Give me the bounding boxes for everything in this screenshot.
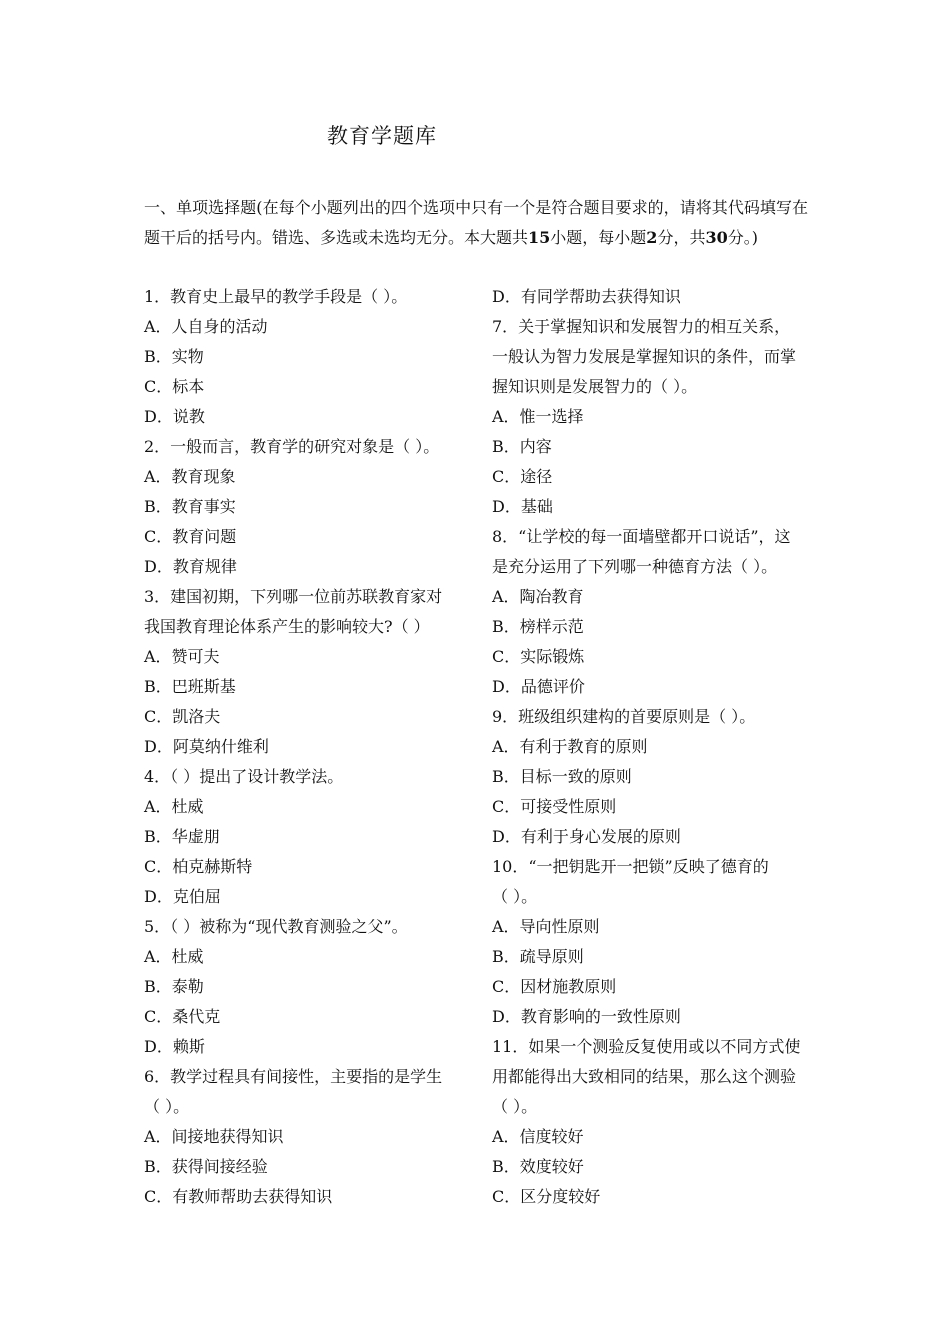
- answer-option: D．说教: [144, 407, 205, 426]
- answer-option: C．区分度较好: [492, 1187, 601, 1206]
- instructions-text-4: 分。): [727, 228, 758, 247]
- question-line: 用都能得出大致相同的结果，那么这个测验: [492, 1067, 797, 1086]
- answer-option: B．实物: [144, 347, 204, 366]
- answer-option: A．赞可夫: [144, 647, 220, 666]
- answer-option: D．有同学帮助去获得知识: [492, 287, 681, 306]
- question-line: （ ）。: [492, 887, 538, 906]
- answer-option: C．可接受性原则: [492, 797, 617, 816]
- question-line: 2．一般而言，教育学的研究对象是（ ）。: [144, 437, 440, 456]
- answer-option: A．教育现象: [144, 467, 236, 486]
- question-line: 11．如果一个测验反复使用或以不同方式使: [492, 1037, 801, 1056]
- instructions-text-3: 分，共: [657, 228, 706, 247]
- question-line: 9．班级组织建构的首要原则是（ ）。: [492, 707, 756, 726]
- question-line: 我国教育理论体系产生的影响较大?（ ）: [144, 617, 430, 636]
- answer-option: B．华虚朋: [144, 827, 220, 846]
- question-count: 15: [528, 228, 551, 247]
- question-line: 8．“让学校的每一面墙壁都开口说话”，这: [492, 527, 791, 546]
- answer-option: A．杜威: [144, 947, 204, 966]
- answer-option: C．标本: [144, 377, 205, 396]
- answer-option: C．桑代克: [144, 1007, 221, 1026]
- answer-option: A．惟一选择: [492, 407, 584, 426]
- right-column: [492, 282, 810, 1212]
- instructions-text-2: 小题，每小题: [550, 228, 647, 247]
- score-total: 30: [705, 228, 728, 247]
- answer-option: D．基础: [492, 497, 553, 516]
- answer-option: B．获得间接经验: [144, 1157, 268, 1176]
- answer-option: D．阿莫纳什维利: [144, 737, 269, 756]
- answer-option: B．泰勒: [144, 977, 204, 996]
- question-line: 3．建国初期，下列哪一位前苏联教育家对: [144, 587, 443, 606]
- section-instructions: [144, 193, 808, 253]
- answer-option: B．内容: [492, 437, 552, 456]
- answer-option: D．赖斯: [144, 1037, 205, 1056]
- answer-option: A．陶冶教育: [492, 587, 584, 606]
- answer-option: C．有教师帮助去获得知识: [144, 1187, 333, 1206]
- answer-option: B．目标一致的原则: [492, 767, 632, 786]
- answer-option: D．教育影响的一致性原则: [492, 1007, 681, 1026]
- question-line: （ ）。: [144, 1097, 190, 1116]
- answer-option: B．教育事实: [144, 497, 236, 516]
- answer-option: C．教育问题: [144, 527, 237, 546]
- answer-option: A．有利于教育的原则: [492, 737, 648, 756]
- answer-option: C．实际锻炼: [492, 647, 585, 666]
- answer-option: B．榜样示范: [492, 617, 584, 636]
- answer-option: D．教育规律: [144, 557, 237, 576]
- score-each: 2: [646, 228, 658, 247]
- question-line: 一般认为智力发展是掌握知识的条件，而掌: [492, 347, 797, 366]
- question-line: 是充分运用了下列哪一种德育方法（ ）。: [492, 557, 778, 576]
- left-column: [144, 282, 468, 1212]
- question-line: （ ）。: [492, 1097, 538, 1116]
- question-line: 握知识则是发展智力的（ ）。: [492, 377, 698, 396]
- answer-option: A．导向性原则: [492, 917, 600, 936]
- answer-option: B．效度较好: [492, 1157, 584, 1176]
- answer-option: C．凯洛夫: [144, 707, 221, 726]
- question-line: 1．教育史上最早的教学手段是（ ）。: [144, 287, 408, 306]
- answer-option: D．有利于身心发展的原则: [492, 827, 681, 846]
- answer-option: A．信度较好: [492, 1127, 584, 1146]
- question-line: 10．“一把钥匙开一把锁”反映了德育的: [492, 857, 769, 876]
- answer-option: B．巴班斯基: [144, 677, 236, 696]
- answer-option: C．途径: [492, 467, 553, 486]
- answer-option: A．杜威: [144, 797, 204, 816]
- answer-option: A．间接地获得知识: [144, 1127, 284, 1146]
- answer-option: A．人自身的活动: [144, 317, 268, 336]
- answer-option: C．柏克赫斯特: [144, 857, 253, 876]
- question-line: 6．教学过程具有间接性，主要指的是学生: [144, 1067, 443, 1086]
- answer-option: C．因材施教原则: [492, 977, 617, 996]
- question-line: 4．（ ）提出了设计教学法。: [144, 767, 344, 786]
- page-title: 教育学题库: [327, 124, 437, 148]
- question-line: 7．关于掌握知识和发展智力的相互关系，: [492, 317, 791, 336]
- instructions-text-1: 一、单项选择题(在每个小题列出的四个选项中只有一个是符合题目要求的，请将其代码填写在题干后的括号内。错选、多选或未选均无分。本大题共: [144, 198, 808, 247]
- answer-option: B．疏导原则: [492, 947, 584, 966]
- answer-option: D．克伯屈: [144, 887, 221, 906]
- question-line: 5．（ ）被称为“现代教育测验之父”。: [144, 917, 408, 936]
- answer-option: D．品德评价: [492, 677, 585, 696]
